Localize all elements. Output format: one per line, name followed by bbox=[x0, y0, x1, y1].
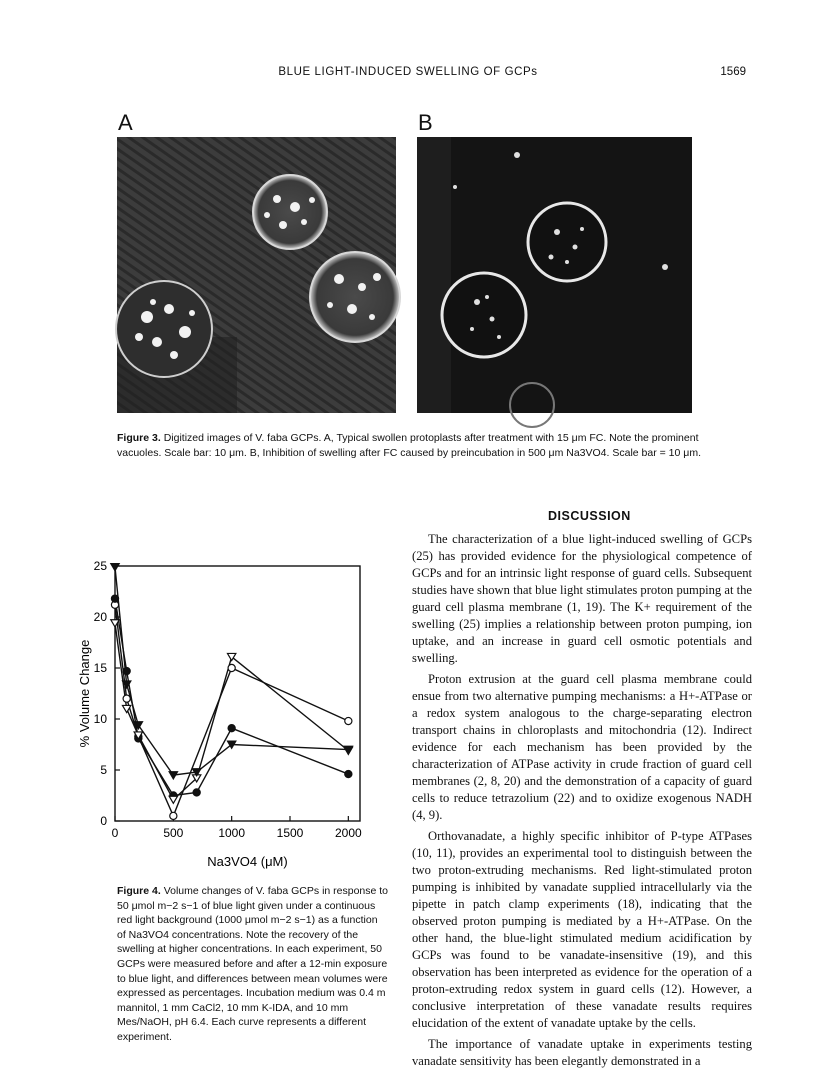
series-line bbox=[115, 623, 348, 799]
y-tick-label: 5 bbox=[100, 763, 107, 777]
panel-b-label: B bbox=[418, 110, 433, 135]
y-tick-label: 20 bbox=[93, 610, 107, 624]
data-point bbox=[111, 595, 118, 602]
data-point bbox=[169, 796, 177, 803]
data-point bbox=[111, 564, 119, 571]
y-tick-label: 15 bbox=[93, 661, 107, 675]
x-tick-label: 1000 bbox=[218, 826, 246, 840]
figure4-caption-text: Volume changes of V. faba GCPs in response to 50 μmol m−2 s−1 of blue light given under a continuous red light background (1000 μmol m−2 s−1) as a function of Na3VO4 concentrations. Note the recovery of the swelling at higher concentrations. In each experiment, 50 GCPs were measured before and after a 12-min exposure to blue light, and differences between mean volumes were expressed as percentages. Incubation medium was 0.4 m mannitol, 1 mm CaCl2, 10 mm K-IDA, and 10 mm Mes/NaOH, pH 6.4. Each curve represents a different experiment. bbox=[117, 885, 389, 1043]
discussion-paragraph: The importance of vanadate uptake in experiments testing vanadate sensitivity has been elegantly demonstrated in a bbox=[412, 1037, 752, 1068]
discussion-body bbox=[412, 531, 752, 1070]
series-line bbox=[115, 599, 348, 796]
figure4-chart bbox=[77, 556, 375, 876]
figure3-caption-text: Digitized images of V. faba GCPs. A, Typical swollen protoplasts after treatment with 15 μm FC. Note the prominent vacuoles. Scale bar: 10 μm. B, Inhibition of swelling after FC caused by preincubation in 500 μm Na3VO4. Scale bar = 10 μm. bbox=[117, 432, 701, 459]
y-tick-label: 10 bbox=[93, 712, 107, 726]
y-tick-label: 0 bbox=[100, 814, 107, 828]
data-point bbox=[123, 667, 130, 674]
micrograph-a-image bbox=[117, 137, 396, 413]
y-axis-label: % Volume Change bbox=[77, 639, 92, 748]
x-tick-label: 0 bbox=[111, 826, 119, 840]
figure4-caption-label: Figure 4. bbox=[117, 885, 161, 897]
micrograph-b-image bbox=[417, 137, 692, 413]
y-tick-label: 25 bbox=[93, 559, 107, 573]
data-point bbox=[345, 770, 352, 777]
x-axis-label: Na3VO4 (μM) bbox=[207, 854, 288, 869]
series-line bbox=[115, 605, 348, 816]
running-head: BLUE LIGHT-INDUCED SWELLING OF GCPs bbox=[278, 66, 538, 78]
micrograph-panel-a bbox=[117, 137, 396, 413]
page-number: 1569 bbox=[720, 66, 746, 78]
data-point bbox=[170, 812, 177, 819]
plot-frame bbox=[115, 566, 360, 821]
x-tick-label: 2000 bbox=[334, 826, 362, 840]
data-point bbox=[123, 695, 130, 702]
x-tick-label: 500 bbox=[163, 826, 184, 840]
data-point bbox=[228, 664, 235, 671]
figure4-caption bbox=[117, 884, 389, 1045]
figure3-caption-label: Figure 3. bbox=[117, 432, 161, 444]
x-tick-label: 1500 bbox=[276, 826, 304, 840]
discussion-paragraph: Proton extrusion at the guard cell plasma membrane could ensue from two alternative pumping mechanisms: a H+-ATPase or a redox system analogous to the charge-separating electron transport chains in chloroplasts and mitochondria (12). Indirect evidence for each mechanism has been provided by the characterization of ATPase activity in crude fraction of guard cell membranes (2, 8, 20) and the demonstration of a capacity of guard cells to reduce tetrazolium (22) and to oxidize exogenous NADH (4, 9). bbox=[412, 672, 752, 822]
data-point bbox=[193, 789, 200, 796]
discussion-paragraph: The characterization of a blue light-induced swelling of GCPs (25) has provided evidence for the physiological competence of GCPs and for an intrinsic light response of guard cells. Subsequent studies have shown that blue light stimulates proton pumping at the guard cell plasma membrane (1, 19). The K+ requirement of the swelling (25) implies a relationship between proton pumping, ion uptake, and an increase in guard cell osmotic potentials and swelling. bbox=[412, 532, 752, 665]
discussion-paragraph: Orthovanadate, a highly specific inhibitor of P-type ATPases (10, 11), provides an experimental tool to distinguish between the two proton-extruding mechanisms. Red light-stimulated proton pumping is inhibited by vanadate supplied intracellularly via the pipette in patch clamp experiments (18), indicating that the observed proton pumping is mediated by a H+-ATPase. On the other hand, the blue-light stimulated medium acidification by GCPs was found to be vanadate-insensitive (19), and this observation has been interpreted as evidence for the operation of a proton-extruding redox system in guard cells (12). However, a conclusive interpretation of these vanadate results requires elucidation of the extent of vanadate uptake by the cells. bbox=[412, 829, 752, 1030]
panel-a-label: A bbox=[118, 110, 133, 135]
data-point bbox=[228, 725, 235, 732]
discussion-heading: DISCUSSION bbox=[548, 509, 631, 523]
figure3-caption bbox=[117, 431, 702, 460]
data-point bbox=[345, 717, 352, 724]
micrograph-panel-b bbox=[417, 137, 692, 413]
